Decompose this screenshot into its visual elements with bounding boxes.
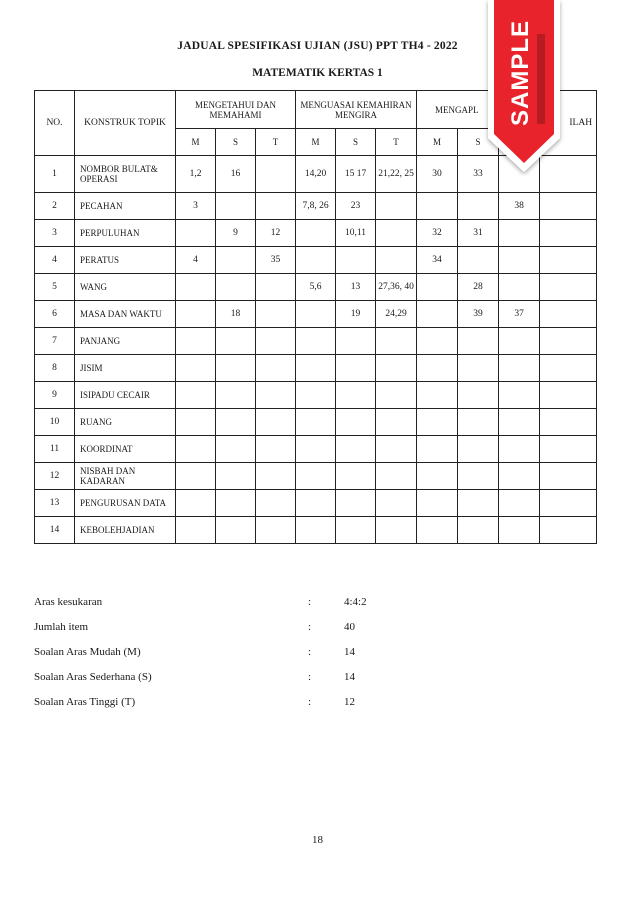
row-number: 9 <box>35 382 75 409</box>
question-cell <box>376 490 417 517</box>
table-row <box>35 193 597 220</box>
header-sub-s3: S <box>458 129 499 156</box>
document-title: JADUAL SPESIFIKASI UJIAN (JSU) PPT TH4 - 2022 <box>177 40 458 52</box>
question-cell: 27,36, 40 <box>376 274 417 301</box>
question-cell <box>417 274 458 301</box>
header-sub-m3: M <box>417 129 458 156</box>
question-cell <box>176 301 216 328</box>
question-cell <box>336 517 376 544</box>
question-cell: 12 <box>256 220 296 247</box>
question-cell <box>216 463 256 490</box>
row-topic: KEBOLEHJADIAN <box>75 517 176 544</box>
row-topic: RUANG <box>75 409 176 436</box>
header-total: ILAH <box>540 91 597 156</box>
question-cell <box>256 463 296 490</box>
question-cell <box>336 247 376 274</box>
row-topic: KOORDINAT <box>75 436 176 463</box>
question-cell: 33 <box>458 156 499 193</box>
question-cell: 1,2 <box>176 156 216 193</box>
question-cell <box>499 463 540 490</box>
question-cell <box>176 274 216 301</box>
question-cell <box>296 220 336 247</box>
question-cell <box>417 193 458 220</box>
question-cell <box>499 409 540 436</box>
question-cell <box>296 409 336 436</box>
question-cell <box>540 193 597 220</box>
row-number: 3 <box>35 220 75 247</box>
header-group-1: MENGETAHUI DAN MEMAHAMI <box>176 91 296 129</box>
question-cell: 5,6 <box>296 274 336 301</box>
question-cell <box>336 382 376 409</box>
summary-value: 14 <box>344 671 355 683</box>
header-no: NO. <box>35 91 75 156</box>
row-number: 5 <box>35 274 75 301</box>
question-cell <box>540 274 597 301</box>
question-cell <box>216 436 256 463</box>
question-cell <box>417 409 458 436</box>
row-number: 7 <box>35 328 75 355</box>
table-row <box>35 355 597 382</box>
question-cell: 9 <box>216 220 256 247</box>
question-cell <box>458 382 499 409</box>
table-row <box>35 328 597 355</box>
summary-value: 14 <box>344 646 355 658</box>
question-cell <box>499 382 540 409</box>
question-cell <box>417 328 458 355</box>
table-row <box>35 220 597 247</box>
question-cell: 24,29 <box>376 301 417 328</box>
row-number: 8 <box>35 355 75 382</box>
row-number: 1 <box>35 156 75 193</box>
question-cell <box>376 220 417 247</box>
question-cell <box>376 193 417 220</box>
question-cell: 23 <box>336 193 376 220</box>
summary-label: Soalan Aras Tinggi (T) <box>34 696 136 708</box>
question-cell <box>458 463 499 490</box>
question-cell <box>376 382 417 409</box>
question-cell <box>376 328 417 355</box>
question-cell <box>296 247 336 274</box>
question-cell <box>296 382 336 409</box>
question-cell: 19 <box>336 301 376 328</box>
summary-row <box>34 596 594 621</box>
question-cell <box>540 463 597 490</box>
question-cell: 32 <box>417 220 458 247</box>
question-cell <box>336 355 376 382</box>
row-number: 6 <box>35 301 75 328</box>
question-cell: 15 17 <box>336 156 376 193</box>
question-cell <box>336 463 376 490</box>
page-number: 18 <box>312 834 323 846</box>
table-row <box>35 274 597 301</box>
summary-value: 12 <box>344 696 355 708</box>
question-cell <box>176 436 216 463</box>
question-cell <box>216 274 256 301</box>
question-cell <box>458 490 499 517</box>
question-cell <box>176 463 216 490</box>
question-cell <box>540 355 597 382</box>
question-cell <box>296 355 336 382</box>
header-sub-m1: M <box>176 129 216 156</box>
question-cell: 18 <box>216 301 256 328</box>
question-cell <box>256 436 296 463</box>
question-cell <box>376 517 417 544</box>
question-cell <box>540 301 597 328</box>
question-cell <box>216 355 256 382</box>
question-cell <box>256 355 296 382</box>
question-cell <box>417 490 458 517</box>
question-cell <box>499 355 540 382</box>
question-cell: 13 <box>336 274 376 301</box>
document-subtitle: MATEMATIK KERTAS 1 <box>252 67 383 79</box>
row-topic: NISBAH DAN KADARAN <box>75 463 176 490</box>
question-cell <box>540 382 597 409</box>
row-number: 11 <box>35 436 75 463</box>
question-cell <box>216 328 256 355</box>
question-cell <box>417 301 458 328</box>
question-cell <box>417 382 458 409</box>
question-cell <box>216 490 256 517</box>
header-sub-s1: S <box>216 129 256 156</box>
question-cell <box>499 328 540 355</box>
row-topic: JISIM <box>75 355 176 382</box>
question-cell <box>256 193 296 220</box>
question-cell <box>296 490 336 517</box>
question-cell <box>458 355 499 382</box>
question-cell <box>458 517 499 544</box>
question-cell <box>499 247 540 274</box>
question-cell <box>336 436 376 463</box>
table-row <box>35 301 597 328</box>
question-cell: 31 <box>458 220 499 247</box>
question-cell: 37 <box>499 301 540 328</box>
summary-row <box>34 696 594 721</box>
summary-colon: : <box>308 696 312 708</box>
header-sub-t2: T <box>376 129 417 156</box>
row-number: 10 <box>35 409 75 436</box>
table-row <box>35 382 597 409</box>
summary-colon: : <box>308 596 312 608</box>
header-sub-s2: S <box>336 129 376 156</box>
table-row <box>35 463 597 490</box>
question-cell <box>417 436 458 463</box>
question-cell: 30 <box>417 156 458 193</box>
summary-row <box>34 621 594 646</box>
summary-row <box>34 646 594 671</box>
question-cell <box>417 517 458 544</box>
table-row <box>35 409 597 436</box>
question-cell <box>256 517 296 544</box>
question-cell: 38 <box>499 193 540 220</box>
question-cell <box>417 463 458 490</box>
question-cell: 39 <box>458 301 499 328</box>
question-cell <box>540 220 597 247</box>
question-cell: 14,20 <box>296 156 336 193</box>
table-body <box>35 156 597 544</box>
question-cell: 28 <box>458 274 499 301</box>
question-cell <box>540 328 597 355</box>
question-cell <box>256 301 296 328</box>
row-number: 14 <box>35 517 75 544</box>
row-number: 4 <box>35 247 75 274</box>
question-cell <box>176 490 216 517</box>
header-group-2: MENGUASAI KEMAHIRAN MENGIRA <box>296 91 417 129</box>
question-cell <box>256 156 296 193</box>
question-cell <box>458 247 499 274</box>
question-cell <box>216 382 256 409</box>
row-topic: WANG <box>75 274 176 301</box>
question-cell <box>216 517 256 544</box>
question-cell <box>176 382 216 409</box>
question-cell <box>256 409 296 436</box>
summary-label: Soalan Aras Sederhana (S) <box>34 671 152 683</box>
table-row <box>35 436 597 463</box>
summary-colon: : <box>308 646 312 658</box>
question-cell <box>216 193 256 220</box>
summary-colon: : <box>308 621 312 633</box>
question-cell <box>336 409 376 436</box>
question-cell <box>376 463 417 490</box>
row-topic: PECAHAN <box>75 193 176 220</box>
header-group-3: MENGAPL <box>417 91 540 129</box>
question-cell <box>376 409 417 436</box>
summary-colon: : <box>308 671 312 683</box>
summary-section <box>34 596 594 721</box>
question-cell <box>376 247 417 274</box>
table-row <box>35 490 597 517</box>
summary-value: 40 <box>344 621 355 633</box>
question-cell <box>176 220 216 247</box>
question-cell <box>417 355 458 382</box>
question-cell <box>296 463 336 490</box>
question-cell <box>256 274 296 301</box>
row-topic: PENGURUSAN DATA <box>75 490 176 517</box>
row-number: 2 <box>35 193 75 220</box>
question-cell: 16 <box>216 156 256 193</box>
question-cell <box>540 436 597 463</box>
question-cell <box>376 436 417 463</box>
summary-label: Soalan Aras Mudah (M) <box>34 646 141 658</box>
header-topic: KONSTRUK TOPIK <box>75 91 176 156</box>
question-cell <box>256 328 296 355</box>
question-cell: 34 <box>417 247 458 274</box>
question-cell <box>540 409 597 436</box>
question-cell <box>458 193 499 220</box>
question-cell <box>176 409 216 436</box>
question-cell <box>296 517 336 544</box>
question-cell <box>296 301 336 328</box>
summary-label: Aras kesukaran <box>34 596 103 608</box>
question-cell <box>176 355 216 382</box>
question-cell <box>216 409 256 436</box>
question-cell <box>176 328 216 355</box>
question-cell <box>256 382 296 409</box>
question-cell: 7,8, 26 <box>296 193 336 220</box>
header-sub-m2: M <box>296 129 336 156</box>
row-number: 12 <box>35 463 75 490</box>
question-cell <box>499 274 540 301</box>
summary-row <box>34 671 594 696</box>
table-row <box>35 517 597 544</box>
question-cell <box>540 490 597 517</box>
question-cell <box>499 517 540 544</box>
row-topic: PERPULUHAN <box>75 220 176 247</box>
row-topic: NOMBOR BULAT& OPERASI <box>75 156 176 193</box>
question-cell <box>296 328 336 355</box>
question-cell <box>296 436 336 463</box>
table-row <box>35 247 597 274</box>
question-cell <box>540 517 597 544</box>
question-cell <box>256 490 296 517</box>
row-topic: PERATUS <box>75 247 176 274</box>
svg-text:SAMPLE: SAMPLE <box>507 19 534 126</box>
question-cell <box>540 247 597 274</box>
question-cell: 35 <box>256 247 296 274</box>
question-cell <box>376 355 417 382</box>
question-cell: 4 <box>176 247 216 274</box>
watermark-text <box>502 8 542 138</box>
question-cell <box>499 220 540 247</box>
question-cell <box>458 409 499 436</box>
row-number: 13 <box>35 490 75 517</box>
question-cell <box>458 328 499 355</box>
question-cell <box>176 517 216 544</box>
question-cell <box>336 490 376 517</box>
header-sub-t1: T <box>256 129 296 156</box>
question-cell <box>336 328 376 355</box>
summary-value: 4:4:2 <box>344 596 367 608</box>
row-topic: ISIPADU CECAIR <box>75 382 176 409</box>
question-cell <box>216 247 256 274</box>
row-topic: PANJANG <box>75 328 176 355</box>
summary-label: Jumlah item <box>34 621 89 633</box>
question-cell: 10,11 <box>336 220 376 247</box>
question-cell <box>499 490 540 517</box>
row-topic: MASA DAN WAKTU <box>75 301 176 328</box>
question-cell <box>458 436 499 463</box>
question-cell: 21,22, 25 <box>376 156 417 193</box>
question-cell: 3 <box>176 193 216 220</box>
question-cell <box>499 436 540 463</box>
